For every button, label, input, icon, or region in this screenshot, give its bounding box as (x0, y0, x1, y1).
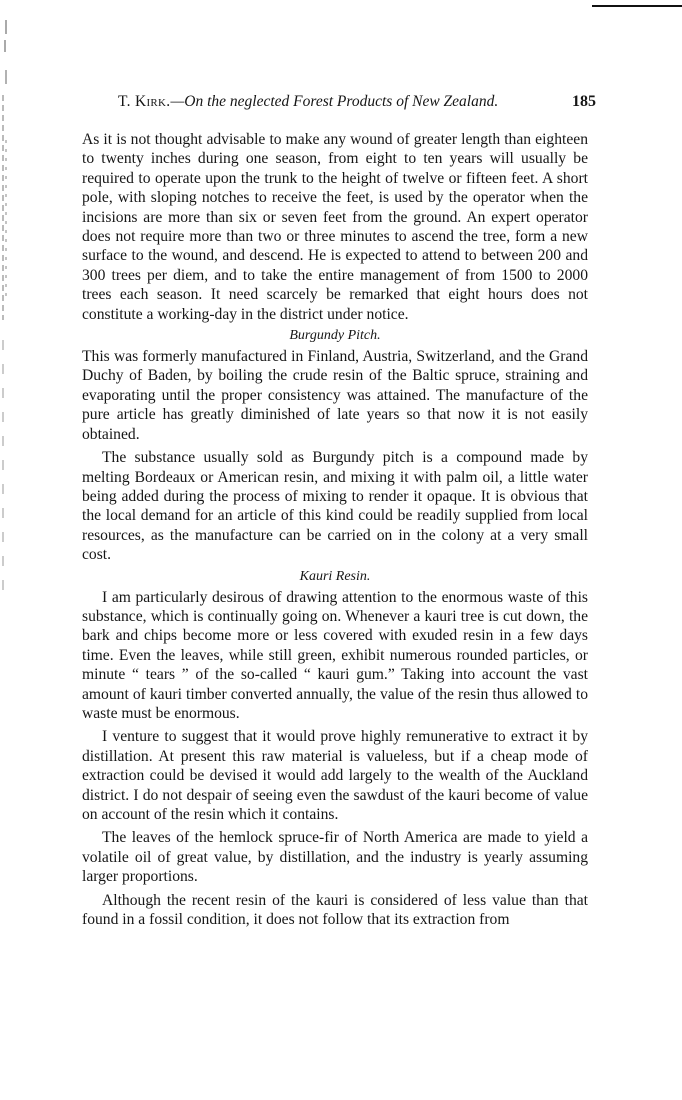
paragraph: The substance usually sold as Burgundy pitch is a compound made by melting Bordeaux or American resin, and mixing it with palm oil, a little water being added during the process of mixing to render it opaque. It is obvious that the local demand for an article of this kind could be readily supplied from local resources, as the manufacture can be carried on in the colony at a very small cost. (82, 449, 588, 564)
paragraph: This was formerly manufactured in Finland, Austria, Switzerland, and the Grand Duchy of Baden, by boiling the crude resin of the Baltic spruce, straining and evaporating until the proper consistency was attained. The manufacture of the pure article has greatly diminished of late years so that now it is not easily obtained. (82, 348, 588, 443)
paragraph: As it is not thought advisable to make any wound of greater length than eighteen to twenty inches during one season, from eight to ten years will usually be required to operate upon the trunk to the height of twelve or fifteen feet. A short pole, with sloping notches to receive the feet, is used by the operator when the incisions are more than six or seven feet from the ground. An expert operator does not require more than two or three minutes to ascend the tree, form a new surface to the wound, and descend. He is expected to attend to between 200 and 300 trees per diem, and to take the entire management of from 1500 to 2000 trees each season. It need scarcely be remarked that eight hours does not constitute a working-day in the district under notice. (82, 131, 588, 323)
paragraph: Although the recent resin of the kauri is considered of less value than that found in a fossil condition, it does not follow that its extraction from (82, 891, 588, 929)
page-edge-artifacts (0, 0, 14, 1100)
running-header (118, 93, 596, 115)
header-title: —On the neglected Forest Products of New Zealand. (170, 93, 499, 110)
page-number: 185 (572, 93, 596, 110)
paragraph: I venture to suggest that it would prove highly remunerative to extract it by distillation. At present this raw material is valueless, but if a cheap mode of extraction could be devised it would add largely to the wealth of the Auckland district. I do not despair of seeing even the sawdust of the kauri become of value on account of the resin which it contains. (82, 728, 588, 823)
top-edge-rule (592, 5, 682, 7)
running-title (118, 93, 498, 111)
header-author: T. Kirk. (118, 93, 171, 110)
section-heading-burgundy-pitch: Burgundy Pitch. (289, 328, 381, 344)
article-body (82, 130, 588, 929)
paragraph: I am particularly desirous of drawing attention to the enormous waste of this substance, which is continually going on. Whenever a kauri tree is cut down, the bark and chips become more or less covered with exuded resin in a few days time. Even the leaves, while still green, exhibit numerous rounded particles, or minute “ tears ” of the so-called “ kauri gum.” Taking into account the vast amount of kauri timber converted annually, the value of the resin thus allowed to waste must be enormous. (82, 588, 588, 722)
paragraph: The leaves of the hemlock spruce-fir of North America are made to yield a volatile oil of great value, by distillation, and the industry is yearly assuming larger proportions. (82, 829, 588, 886)
section-heading-kauri-resin: Kauri Resin. (299, 568, 371, 584)
